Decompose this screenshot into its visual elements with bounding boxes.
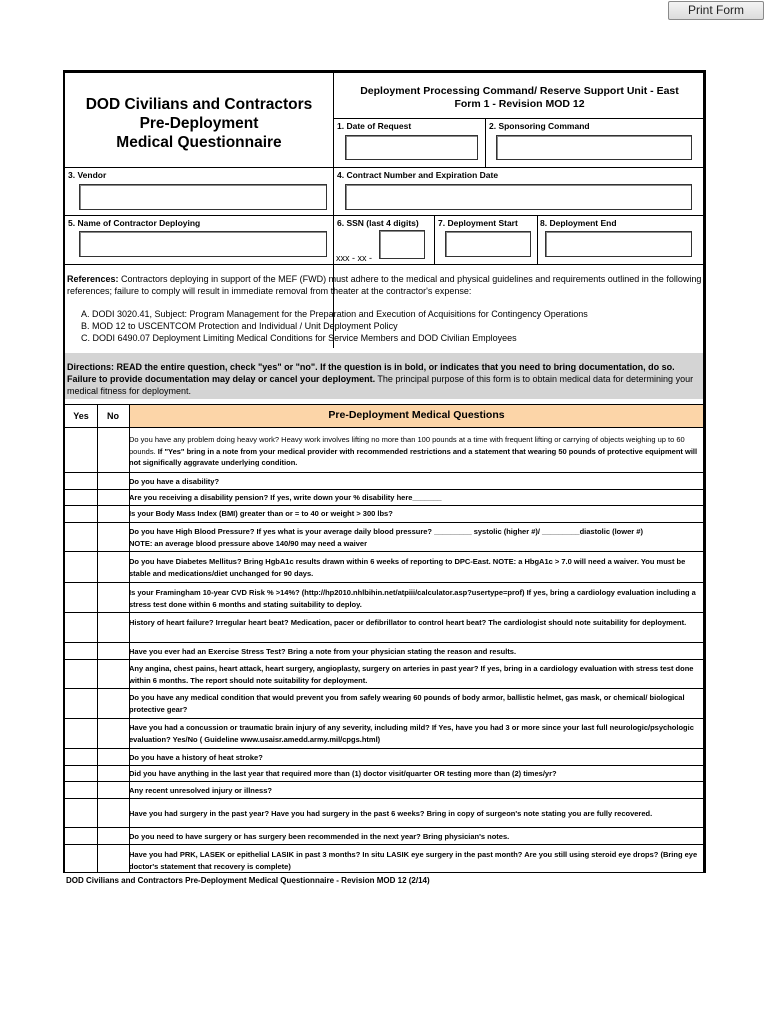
- question-heart-failure: History of heart failure? Irregular heart beat? Medication, pacer or defibrillator to control heart beat? The cardiologist should note suitability for deployment.: [129, 618, 687, 627]
- question-angina: Any angina, chest pains, heart attack, heart surgery, angioplasty, surgery on arteries in past year? If yes, bring in a cardiology evaluation with stress test done within 6 months. The report should note suitability for deployment.: [129, 664, 694, 685]
- question-eye-surgery: Have you had PRK, LASEK or epithelial LASIK in past 3 months? In situ LASIK eye surgery in the past month? Are you still using steroid eye drops? (Bring eye doctor's statement that recovery is complete): [129, 850, 698, 871]
- date-of-request-input[interactable]: [345, 135, 478, 160]
- reference-c: C. DODI 6490.07 Deployment Limiting Medical Conditions for Service Members and DOD Civilian Employees: [81, 333, 517, 343]
- ssn-prefix: xxx - xx -: [336, 253, 372, 263]
- question-heavy-work-text: Do you have any problem doing heavy work? Heavy work involves lifting no more than 100 pounds at a time with frequent lifting or carrying of objects weighing up to 60 pounds.: [129, 435, 685, 456]
- form-title-line3: Medical Questionnaire: [116, 134, 282, 151]
- question-heavy-work: [129, 434, 701, 469]
- deployment-end-input[interactable]: [545, 231, 692, 257]
- question-stress-test: Have you ever had an Exercise Stress Test? Bring a note from your physician stating the reason and results.: [129, 647, 517, 656]
- sponsoring-command-label: 2. Sponsoring Command: [489, 121, 590, 131]
- question-body-armor: Do you have any medical condition that would prevent you from safely wearing 60 pounds of body armor, ballistic helmet, gas mask, or chemical/ biological protective gear?: [129, 693, 685, 714]
- no-column-header: No: [107, 411, 119, 421]
- directions-text: [67, 361, 702, 397]
- questionnaire-form: [63, 70, 706, 873]
- references-intro: Contractors deploying in support of the MEF (FWD) must adhere to the medical and physical guidelines and requirements outlined in the following references; failure to comply will result in immediate removal from theater at the contractor's expense:: [67, 274, 702, 296]
- date-of-request-label: 1. Date of Request: [337, 121, 412, 131]
- vendor-label: 3. Vendor: [68, 170, 107, 180]
- reference-a: A. DODI 3020.41, Subject: Program Management for the Preparation and Execution of Acquisitions for Contingency Operations: [81, 309, 588, 319]
- yes-column-header: Yes: [73, 411, 89, 421]
- deployment-end-label: 8. Deployment End: [540, 218, 617, 228]
- deployment-start-label: 7. Deployment Start: [438, 218, 518, 228]
- contractor-name-label: 5. Name of Contractor Deploying: [68, 218, 201, 228]
- question-doctor-visits: Did you have anything in the last year that required more than (1) doctor visit/quarter OR testing more than (2) times/yr?: [129, 769, 557, 778]
- contract-number-input[interactable]: [345, 184, 692, 210]
- ssn-input[interactable]: [379, 230, 425, 259]
- command-name: Deployment Processing Command/ Reserve Support Unit - East: [360, 85, 679, 97]
- reference-b: B. MOD 12 to USCENTCOM Protection and Individual / Unit Deployment Policy: [81, 321, 398, 331]
- question-framingham: Is your Framingham 10-year CVD Risk % >14%? (http://hp2010.nhlbihin.net/atpiii/calculator.asp?usertype=prof) If yes, bring a cardiology evaluation including a stress test done within 6 months and stating suitability to deploy.: [129, 588, 696, 609]
- question-disability: Do you have a disability?: [129, 477, 220, 486]
- question-unresolved-injury: Any recent unresolved injury or illness?: [129, 786, 272, 795]
- question-concussion: Have you had a concussion or traumatic brain injury of any severity, including mild? If Yes, have you had 3 or more since your last full neurologic/psychologic evaluation? Yes/No ( Guideline www.usaisr.amedd.army.mil/cpgs.html): [129, 723, 694, 744]
- print-form-button[interactable]: Print Form: [668, 1, 764, 20]
- questions-title: Pre-Deployment Medical Questions: [328, 409, 505, 421]
- contract-number-label: 4. Contract Number and Expiration Date: [337, 170, 499, 180]
- form-revision: Form 1 - Revision MOD 12: [454, 98, 585, 110]
- question-bmi: Is your Body Mass Index (BMI) greater than or = to 40 or weight > 300 lbs?: [129, 509, 393, 518]
- directions-normal: The principal purpose of this form is to obtain medical data for determining your medical fitness for deployment.: [67, 374, 694, 396]
- ssn-label: 6. SSN (last 4 digits): [337, 218, 419, 228]
- contractor-name-input[interactable]: [79, 231, 327, 257]
- deployment-start-input[interactable]: [445, 231, 531, 257]
- question-heat-stroke: Do you have a history of heat stroke?: [129, 753, 263, 762]
- form-title-line2: Pre-Deployment: [139, 115, 259, 132]
- question-disability-pension: Are you receiving a disability pension? If yes, write down your % disability here_______: [129, 493, 442, 502]
- references-label: References:: [67, 274, 119, 284]
- question-heavy-work-requirement: If "Yes" bring in a note from your medical provider with recommended restrictions and a statement that wearing 50 pounds of protective equipment will not significally aggravate underlying condition.: [129, 446, 698, 467]
- sponsoring-command-input[interactable]: [496, 135, 692, 160]
- vendor-input[interactable]: [79, 184, 327, 210]
- directions-bold: Directions: READ the entire question, check "yes" or "no". If the question is in bold, or indicates that you need to bring documentation, do so. Failure to provide documentation may delay or cancel your deployment.: [67, 362, 675, 384]
- question-upcoming-surgery: Do you need to have surgery or has surgery been recommended in the next year? Bring physician's notes.: [129, 832, 510, 841]
- references-text: [67, 273, 702, 297]
- form-footer: DOD Civilians and Contractors Pre-Deployment Medical Questionnaire - Revision MOD 12 (2/14): [66, 876, 430, 885]
- question-diabetes: Do you have Diabetes Mellitus? Bring HgbA1c results drawn within 6 weeks of reporting to DPC-East. NOTE: a HbgA1c > 7.0 will need a waiver. You must be stable and medications/diet unchanged for 90 days.: [129, 557, 686, 578]
- question-blood-pressure: Do you have High Blood Pressure? If yes what is your average daily blood pressure? _________ systolic (higher #)/ _________diastolic (lower #) NOTE: an average blood pressure above 140/90 may need a waiver: [129, 527, 643, 548]
- question-recent-surgery: Have you had surgery in the past year? Have you had surgery in the past 6 weeks? Bring in copy of surgeon's note stating you are fully recovered.: [129, 809, 653, 818]
- form-title-line1: DOD Civilians and Contractors: [85, 96, 313, 113]
